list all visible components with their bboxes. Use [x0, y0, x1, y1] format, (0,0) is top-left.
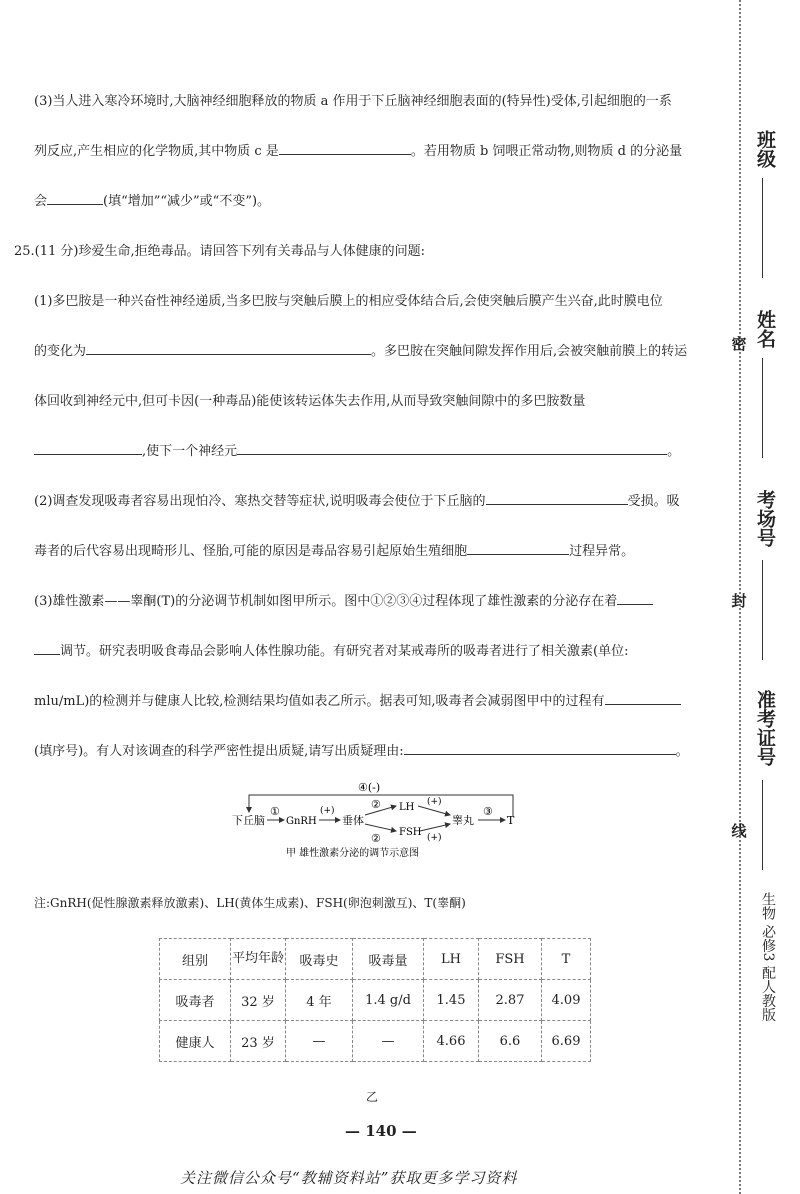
table-cell: 23 岁: [231, 1021, 286, 1062]
arrow-fsh-testis: [420, 824, 450, 831]
table-header-row: [160, 939, 591, 980]
table-header: 组别: [160, 939, 231, 980]
table-cell: 4.66: [424, 1021, 479, 1062]
table-row: [160, 980, 591, 1021]
diagram-caption: 甲 雄性激素分泌的调节示意图: [286, 848, 420, 859]
note-line: 注:GnRH(促性腺激素释放激素)、LH(黄体生成素)、FSH(卵泡刺激互)、T(睾酮): [34, 896, 466, 910]
node-lh: LH: [399, 802, 415, 813]
table-cell: 2.87: [479, 980, 542, 1021]
table-cell: 6.69: [542, 1021, 591, 1062]
table-cell: 1.45: [424, 980, 479, 1021]
node-testis: 睾丸: [452, 814, 474, 827]
table-cell: 1.4 g/d: [353, 980, 424, 1021]
label-name: 姓名: [754, 310, 776, 348]
q25-text: 。多巴胺在突触间隙发挥作用后,会被突触前膜上的转运: [371, 344, 688, 359]
plus-label: (+): [427, 797, 442, 807]
table-header: 平均年龄: [231, 939, 286, 980]
q25-text: (3)雄性激素——睾酮(T)的分泌调节机制如图甲所示。图中①②③④过程体现了雄性激素的分泌存在着: [34, 594, 618, 609]
q24-3-text: (填“增加”“减少”或“不变”)。: [103, 194, 271, 209]
q25-text: (2)调查发现吸毒者容易出现怕冷、寒热交替等症状,说明吸毒会使位于下丘脑的: [34, 494, 486, 509]
q25-text: 。: [667, 444, 681, 459]
seal-xian: 线: [731, 822, 747, 840]
plus-label: (+): [427, 833, 442, 843]
fill-line-room: [762, 560, 763, 660]
arrow-pituitary-fsh: [365, 824, 396, 831]
table-header: T: [542, 939, 591, 980]
q25-text: 毒者的后代容易出现畸形儿、怪胎,可能的原因是毒品容易引起原始生殖细胞: [34, 544, 468, 559]
table-header: 吸毒量: [353, 939, 424, 980]
label-1: ①: [270, 805, 280, 818]
node-pituitary: 垂体: [342, 814, 364, 827]
q24-3-line1: (3)当人进入寒冷环境时,大脑神经细胞释放的物质 a 作用于下丘脑神经细胞表面的(特异性)受体,引起细胞的一系: [34, 94, 672, 109]
fill-line-class: [762, 178, 763, 278]
results-table: [159, 938, 591, 1062]
seal-mi: 密: [731, 335, 747, 353]
table-cell: 健康人: [160, 1021, 231, 1062]
node-hypothalamus: 下丘脑: [232, 814, 265, 827]
table-cell: 4.09: [542, 980, 591, 1021]
table-header: FSH: [479, 939, 542, 980]
q25-text: 过程异常。: [569, 544, 635, 559]
table-cell: 4 年: [286, 980, 353, 1021]
node-t: T: [507, 814, 515, 827]
label-2a: ②: [371, 798, 381, 811]
q25-p1-line1: (1)多巴胺是一种兴奋性神经递质,当多巴胺与突触后膜上的相应受体结合后,会使突触后膜产生兴奋,此时膜电位: [34, 294, 663, 309]
label-ticket: 准考证号: [754, 690, 776, 766]
q25-text: 受损。吸: [627, 494, 680, 509]
fill-line-ticket: [762, 780, 763, 870]
q24-3-text: 会: [34, 194, 48, 209]
q25-text: 。: [675, 744, 689, 759]
q25-p1-line3: 体回收到神经元中,但可卡因(一种毒品)能使该转运体失去作用,从而导致突触间隙中的多巴胺数量: [34, 394, 586, 409]
table-cell: 6.6: [479, 1021, 542, 1062]
footer-note: 关注微信公众号“教辅资料站”获取更多学习资料: [180, 1169, 518, 1187]
label-class: 班级: [754, 130, 776, 168]
q25-text: ,使下一个神经元: [142, 444, 238, 459]
q25-title: 25.(11 分)珍爱生命,拒绝毒品。请回答下列有关毒品与人体健康的问题:: [14, 244, 426, 259]
table-caption: 乙: [366, 1090, 379, 1104]
q25-text: mlu/mL)的检测并与健康人比较,检测结果均值如表乙所示。据表可知,吸毒者会减弱图甲中的过程有: [34, 694, 605, 709]
feedback-label: ④(-): [358, 781, 381, 794]
node-gnrh: GnRH: [286, 816, 317, 827]
book-info: 生物 必修3 配人教版: [760, 892, 776, 1022]
table-cell: —: [286, 1021, 353, 1062]
feedback-arrow: [249, 795, 513, 816]
q24-3-text: 列反应,产生相应的化学物质,其中物质 c 是: [34, 144, 279, 159]
table-cell: —: [353, 1021, 424, 1062]
table-cell: 吸毒者: [160, 980, 231, 1021]
q25-text: 调节。研究表明吸食毒品会影响人体性腺功能。有研究者对某戒毒所的吸毒者进行了相关激素(单位:: [60, 644, 629, 659]
plus-label: (+): [320, 806, 335, 816]
arrow-lh-testis: [418, 806, 450, 815]
table-header: LH: [424, 939, 479, 980]
label-2b: ②: [371, 832, 381, 845]
node-fsh: FSH: [399, 827, 422, 838]
fill-line-name: [762, 358, 763, 458]
page-number: — 140 —: [345, 1122, 417, 1140]
seal-feng: 封: [731, 592, 747, 610]
q25-text: (填序号)。有人对该调查的科学严密性提出质疑,请写出质疑理由:: [34, 744, 404, 759]
q24-3-text: 。若用物质 b 饲喂正常动物,则物质 d 的分泌量: [410, 144, 683, 159]
table-row: [160, 1021, 591, 1062]
label-3: ③: [483, 805, 493, 818]
label-room: 考场号: [754, 490, 776, 547]
q25-text: 的变化为: [34, 344, 87, 359]
table-header: 吸毒史: [286, 939, 353, 980]
table-cell: 32 岁: [231, 980, 286, 1021]
